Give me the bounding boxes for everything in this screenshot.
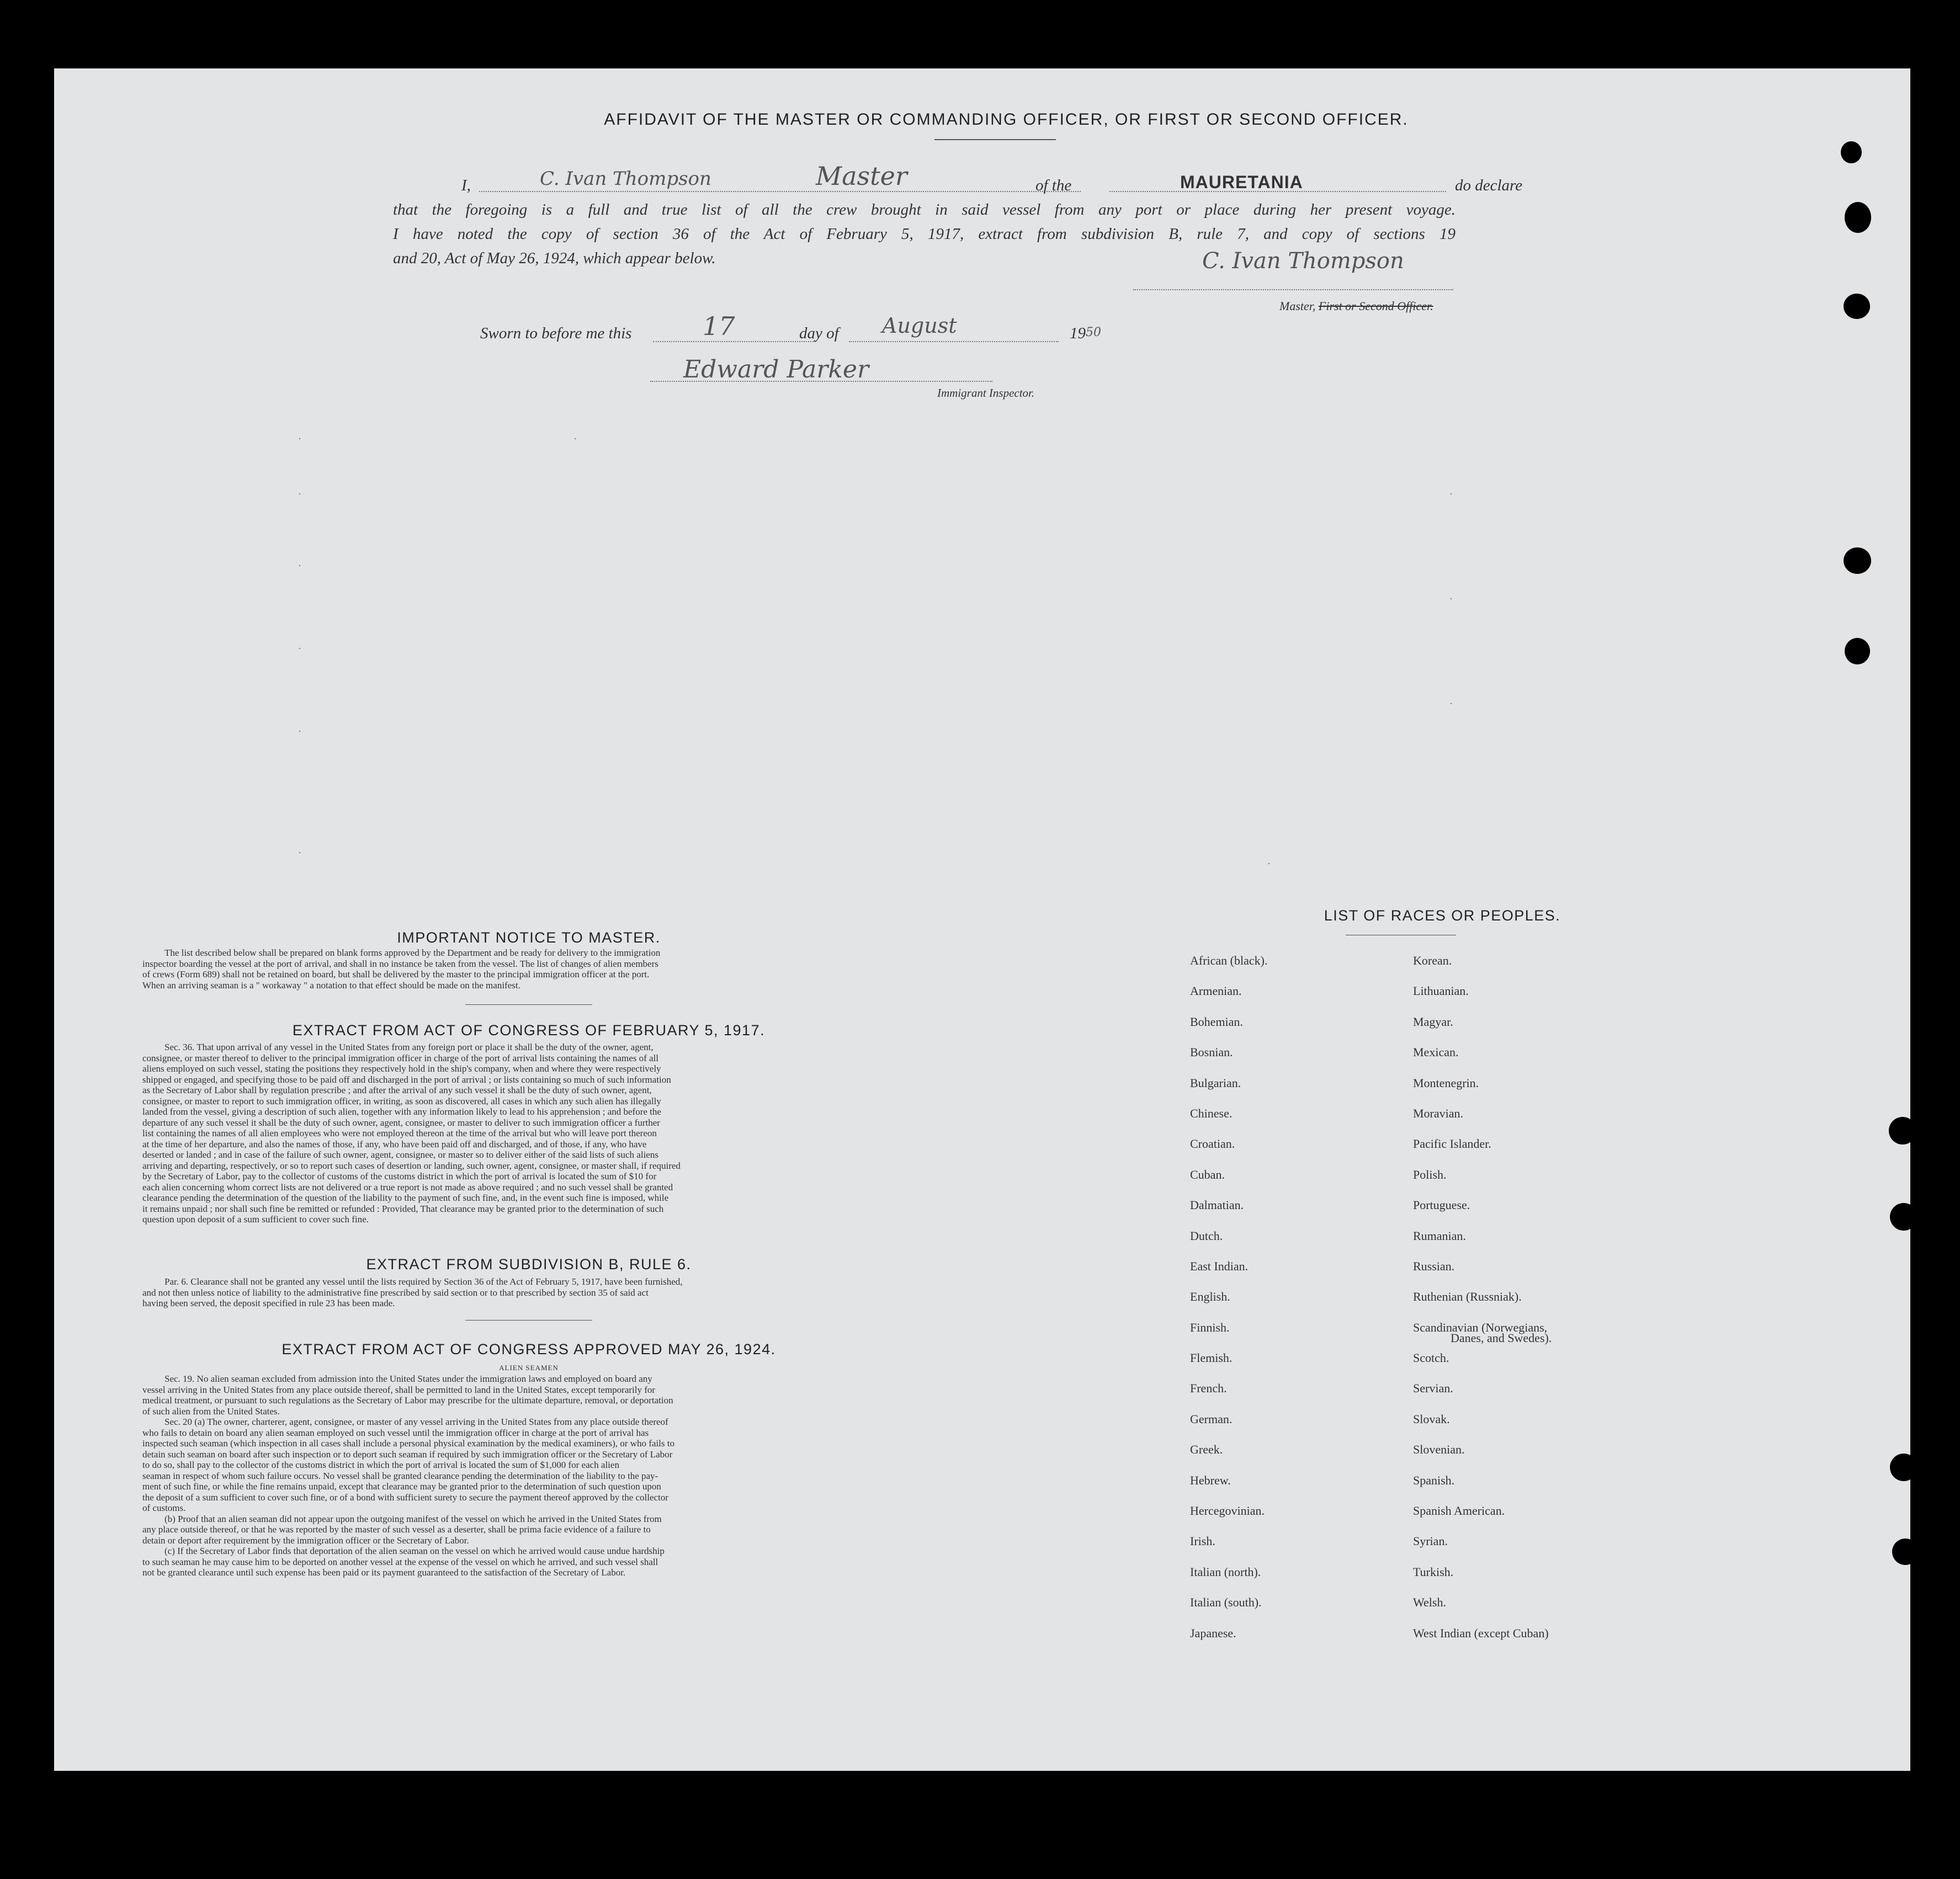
race-item: Dalmatian. [1190,1198,1244,1212]
extract-1924-title: EXTRACT FROM ACT OF CONGRESS APPROVED MAY 26, 1924. [281,1341,776,1358]
punch-hole [1892,1539,1919,1565]
punch-hole [1845,638,1870,664]
race-item: Greek. [1190,1442,1223,1457]
extract-line: Sec. 36. That upon arrival of any vessel in the United States from any foreign port or place it shall be the duty of the owner, agent, [164,1042,654,1052]
sworn-day-line [653,341,816,342]
scan-speck [299,565,300,566]
race-item: Scotch. [1413,1351,1449,1365]
race-item: German. [1190,1412,1233,1426]
extract-line: shipped or engaged, and specifying those to be paid off and discharged in the port of arrival ; or lists containing so much of such information [142,1074,671,1085]
do-declare-label: do declare [1455,177,1523,194]
race-item: Magyar. [1413,1014,1453,1029]
extract-line: each alien concerning whom correct lists are not delivered or a true report is not made as above required ; and no such vessel shall be granted [142,1181,673,1193]
punch-hole [1844,547,1871,574]
master-signature-line [1133,289,1453,290]
signer-master: Master, [1279,299,1316,313]
punch-hole [1841,141,1862,163]
race-item: Dutch. [1190,1228,1223,1243]
officer-rank: Master [816,161,907,191]
master-signer-label [1279,299,1433,313]
extract-line: having been served, the deposit specified in rule 23 has been made. [142,1298,395,1308]
race-item: Portuguese. [1413,1198,1470,1212]
extract-1924-body [142,1374,915,1578]
signer-struck: First or Second Officer. [1318,299,1433,313]
punch-hole [1890,1454,1917,1481]
extract-1917-title: EXTRACT FROM ACT OF CONGRESS OF FEBRUARY 5, 1917. [292,1022,766,1039]
extract-line: by the Secretary of Labor, pay to the collector of customs of the customs district in which the port of arrival is located the sum of $10 for [142,1171,657,1181]
race-item: Armenian. [1190,984,1242,998]
extract-line: landed from the vessel, giving a description of such alien, together with any information likely to lead to his apprehension ; and before the [142,1106,661,1117]
affidavit-line-4: and 20, Act of May 26, 1924, which appear below. [393,249,716,267]
race-item: Bulgarian. [1190,1076,1241,1090]
scan-speck [575,438,576,439]
notice-title: IMPORTANT NOTICE TO MASTER. [397,929,661,946]
year-suffix: 50 [1086,326,1101,339]
race-item: Bohemian. [1190,1014,1243,1029]
extract-line: arriving and departing, respectively, or so to report such cases of desertion or landing, such owner, agent, consignee, or master shall, if required [142,1160,681,1171]
scan-speck [299,731,300,732]
race-item: Cuban. [1190,1167,1225,1181]
race-item: Ruthenian (Russniak). [1413,1290,1522,1304]
inspector-label: Immigrant Inspector. [937,386,1035,400]
race-item-continuation: Danes, and Swedes). [1451,1331,1552,1345]
extract-line: at the time of her departure, and also the names of those, if any, who have been paid off and discharged, and of those, if any, who have [142,1138,647,1149]
race-item: West Indian (except Cuban) [1413,1626,1549,1640]
race-item: Russian. [1413,1259,1455,1273]
race-item: Polish. [1413,1167,1447,1181]
extract-line: of such alien from the United States. [142,1406,280,1417]
year-prefix: 19 [1070,324,1086,342]
race-item: Slovenian. [1413,1442,1465,1457]
extract-line: departure of any such vessel it shall be the duty of such owner, agent, consignee, or master to deliver to such immigration officer a further [142,1117,660,1128]
extract-1917-body [142,1042,915,1225]
extract-line: it remains unpaid ; nor shall such fine be remitted or refunded : Provided, That clearance may be granted prior to the determination of such [142,1203,664,1214]
affidavit-i-label: I, [461,177,471,194]
race-item: Korean. [1413,954,1452,967]
inspector-signature-line [650,381,992,382]
extract-line: detain such seaman on board after such inspection or to deport such seaman if required by such immigration officer or the Secretary of Labor [142,1449,673,1460]
scan-speck [299,438,300,439]
affidavit-title: AFFIDAVIT OF THE MASTER OR COMMANDING OFFICER, OR FIRST OR SECOND OFFICER. [604,110,1409,129]
notice-line: inspector boarding the vessel at the port of arrival, and shall in no instance be taken from the vessel. The list of changes of alien members [142,958,658,969]
scan-speck [299,493,300,494]
divider [465,1320,592,1321]
extract-line: consignee, or master to report to such immigration officer, in writing, as soon as discovered, all cases in which any such alien has illegally [142,1095,661,1106]
of-the-label: of the [1035,177,1072,194]
races-title: LIST OF RACES OR PEOPLES. [1324,907,1561,924]
title-underline [934,139,1056,140]
notice-line: When an arriving seaman is a " workaway " a notation to that effect should be made on the manifest. [142,980,520,991]
race-item: Turkish. [1413,1564,1454,1579]
notice-line: The list described below shall be prepared on blank forms approved by the Department and be ready for delivery to the immigration [164,948,661,958]
extract-line: as the Secretary of Labor shall by regulation prescribe ; and after the arrival of any such vessel it shall be the duty of such owner, agent, [142,1085,652,1095]
extract-line: medical treatment, or pursuant to such regulations as the Secretary of Labor may prescribe for the ultimate departure, removal, or deportation [142,1395,673,1406]
races-right-column [1413,954,1549,1657]
race-item: African (black). [1190,954,1268,967]
extract-line: (c) If the Secretary of Labor finds that deportation of the alien seaman on the vessel on which he arrived would cause undue hardship [164,1546,665,1556]
race-item: Pacific Islander. [1413,1137,1491,1151]
race-item: Irish. [1190,1534,1215,1548]
extract-line: to such seaman he may cause him to be deported on another vessel at the expense of the vessel on which he arrived, and such vessel shall [142,1556,658,1567]
races-left-column [1190,954,1267,1657]
race-item: Hebrew. [1190,1473,1231,1487]
race-item: Spanish American. [1413,1504,1505,1518]
extract-line: not be granted clearance until such expense has been paid or its payment guaranteed to the satisfaction of the Secretary of Labor. [142,1567,626,1578]
extract-line: inspected such seaman (which inspection in all cases shall include a personal physical examination by the medical examiners), or who fails to [142,1438,674,1449]
race-item: Croatian. [1190,1137,1235,1151]
scan-speck [1451,703,1452,704]
vessel-name: MAURETANIA [1180,172,1303,192]
race-item: Flemish. [1190,1351,1233,1365]
race-item: Hercegovinian. [1190,1504,1265,1518]
notice-body [142,948,915,991]
race-item: Bosnian. [1190,1045,1233,1060]
day-of-label: day of [799,324,839,342]
sworn-day: 17 [703,311,735,341]
extract-line: and not then unless notice of liability to the administrative fine prescribed by said section or to that prescribed by section 35 of said act [142,1287,649,1298]
sworn-year [1070,324,1101,343]
race-item: Italian (south). [1190,1595,1262,1610]
notice-line: of crews (Form 689) shall not be retained on board, but shall be delivered by the master to the principal immigration officer at the port. [142,969,650,980]
race-item: Servian. [1413,1381,1453,1396]
race-item: Finnish. [1190,1320,1230,1334]
race-item: Chinese. [1190,1106,1233,1120]
extract-line: list containing the names of all alien employees who were not employed thereon at the time of the arrival but who will leave port thereon [142,1128,657,1138]
master-signature: C. Ivan Thompson [1202,248,1404,274]
extract-line: question upon deposit of a sum sufficient to cover such fine. [142,1214,369,1225]
race-item: Welsh. [1413,1595,1446,1610]
extract-rule6-title: EXTRACT FROM SUBDIVISION B, RULE 6. [366,1256,692,1273]
extract-rule6-body [142,1276,915,1309]
divider [465,1004,592,1005]
extract-line: the deposit of a sum sufficient to cover such fine, or of a bond with sufficient surety to secure the payment thereof approved by the collector [142,1492,668,1503]
officer-name: C. Ivan Thompson [540,168,711,190]
race-item: Syrian. [1413,1534,1448,1548]
punch-hole [1844,294,1870,319]
race-item: Slovak. [1413,1412,1450,1426]
extract-line: vessel arriving in the United States from any place outside thereof, shall be permitted to land in the United States, except temporarily for [142,1384,656,1395]
extract-line: clearance pending the determination of the question of the liability to the payment of such fine, and, in the event such fine is imposed, while [142,1193,669,1203]
race-item: French. [1190,1381,1227,1396]
race-item: East Indian. [1190,1259,1249,1273]
extract-line: Sec. 19. No alien seaman excluded from admission into the United States under the immigration laws and employed on board any [164,1374,652,1384]
scan-speck [1451,493,1452,494]
race-item: English. [1190,1290,1230,1304]
sworn-month: August [882,313,957,338]
race-item: Lithuanian. [1413,984,1469,998]
affidavit-line-3: I have noted the copy of section 36 of the Act of February 5, 1917, extract from subdivision B, rule 7, and copy of sections 19 [393,225,1456,243]
race-item: Japanese. [1190,1626,1236,1640]
scan-speck [299,648,300,649]
extract-line: deserted or landed ; and in case of the failure of such owner, agent, consignee, or master so to deliver either of the said lists of such aliens [142,1149,658,1160]
extract-line: to do so, shall pay to the collector of the customs district in which the port of arrival is located the sum of $1,000 for each alien [142,1460,619,1470]
punch-hole [1889,1117,1916,1145]
race-item: Montenegrin. [1413,1076,1479,1090]
sworn-month-line [849,341,1059,342]
affidavit-line-2: that the foregoing is a full and true list of all the crew brought in said vessel from any port or place during her present voyage. [393,201,1456,219]
scan-speck [1268,863,1270,864]
extract-line: aliens employed on such vessel, stating the positions they respectively hold in the ship's company, when and where they were respectively [142,1063,661,1074]
document-page [54,68,1910,1771]
punch-hole [1845,202,1871,233]
extract-line: detain or deport after requirement by the immigration officer or the Secretary of Labor. [142,1535,469,1546]
extract-1924-subtitle: ALIEN SEAMEN [499,1364,559,1372]
race-item: Rumanian. [1413,1228,1466,1243]
punch-hole [1890,1203,1917,1231]
extract-line: Par. 6. Clearance shall not be granted any vessel until the lists required by Section 36 of the Act of February 5, 1917, have been furnished, [164,1276,683,1287]
race-item: Mexican. [1413,1045,1459,1060]
race-item: Spanish. [1413,1473,1455,1487]
extract-line: who fails to detain on board any alien seaman employed on such vessel until the immigration officer in charge at the port of arrival has [142,1427,649,1438]
officer-name-line [479,191,1081,192]
sworn-label: Sworn to before me this [480,324,632,342]
extract-line: Sec. 20 (a) The owner, charterer, agent, consignee, or master of any vessel arriving in the United States from any place outside thereof [164,1417,668,1427]
race-item: Scandinavian (Norwegians, [1413,1320,1548,1334]
scan-speck [299,852,300,853]
scan-speck [1451,598,1452,599]
extract-line: (b) Proof that an alien seaman did not appear upon the outgoing manifest of the vessel on which he arrived in the United States from [164,1513,662,1524]
extract-line: consignee, or master thereof to deliver to the principal immigration officer in charge of the port of arrival lists containing the names of all [142,1052,659,1063]
race-item: Italian (north). [1190,1564,1261,1579]
inspector-signature: Edward Parker [683,355,869,384]
extract-line: any place outside thereof, or that he was reported by the master of such vessel as a deserter, shall be prima facie evidence of a failure to [142,1524,651,1535]
extract-line: of customs. [142,1503,186,1513]
race-item: Moravian. [1413,1106,1464,1120]
extract-line: seaman in respect of whom such failure occurs. No vessel shall be granted clearance pending the determination of the liability to the pay- [142,1470,658,1481]
extract-line: ment of such fine, or while the fine remains unpaid, except that clearance may be granted prior to the determination of such question upon [142,1481,661,1492]
